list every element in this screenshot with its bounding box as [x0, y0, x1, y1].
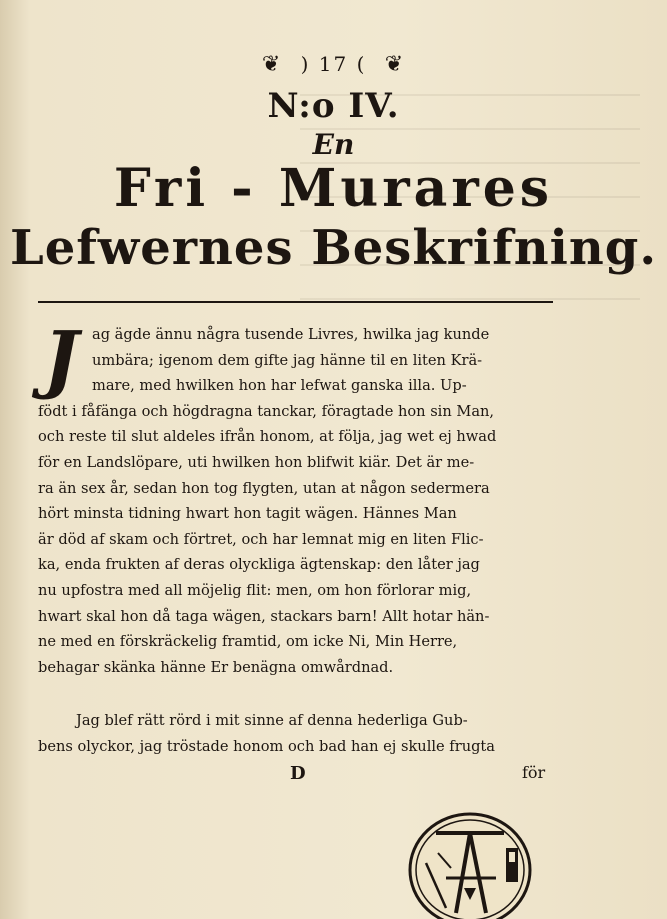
text-line: ra än sex år, sedan hon tog flygten, utan at någon sedermera — [38, 479, 490, 497]
masonic-emblem-icon — [406, 808, 534, 919]
drop-cap: J — [43, 316, 79, 402]
text-line: ka, enda frukten af deras olyckliga ägtenskap: den låter jag — [38, 556, 480, 574]
paragraph-2 — [38, 708, 552, 759]
text-line: bens olyckor, jag tröstade honom och bad han ej skulle frugta — [38, 737, 495, 755]
catchword: för — [522, 763, 546, 782]
text-line: umbära; igenom dem gifte jag hänne til en liten Krä- — [92, 351, 483, 369]
title-article: En — [312, 128, 355, 161]
text-line: Jag blef rätt rörd i mit sinne af denna hederliga Gub- — [76, 712, 468, 729]
text-line: hört minsta tidning hwart hon tagit wägen. Hännes Man — [38, 505, 457, 523]
text-line: födt i fåfänga och högdragna tanckar, föragtade hon sin Man, — [38, 402, 495, 420]
text-line: hwart skal hon då taga wägen, stackars barn! Allt hotar hän- — [38, 607, 490, 625]
paragraph-1 — [38, 316, 552, 680]
text-line: ag ägde ännu några tusende Livres, hwilka jag kunde — [92, 326, 490, 343]
text-line: nu upfostra med all möjelig flit: men, om hon förlorar mig, — [38, 581, 472, 599]
text-line: ne med en förskräckelig framtid, om icke Ni, Min Herre, — [38, 633, 458, 651]
signature-mark: D — [290, 763, 306, 784]
title-line-1: Fri - Murares — [113, 158, 554, 219]
page-number: ) 17 ( — [300, 52, 367, 76]
text-line: är död af skam och förtret, och har lemnat mig en liten Flic- — [38, 530, 484, 548]
title-line-2: Lefwernes Beskrifning. — [9, 220, 658, 276]
title-rule — [38, 301, 553, 303]
text-line: mare, med hwilken hon har lefwat ganska illa. Up- — [92, 377, 467, 395]
text-line: och reste til slut aldeles ifrån honom, at följa, jag wet ej hwad — [38, 428, 497, 446]
ornament-right-icon: ❦ — [384, 52, 406, 77]
running-head — [0, 52, 667, 77]
ornament-left-icon: ❦ — [261, 52, 283, 77]
chapter-number: N:o IV. — [267, 86, 400, 126]
text-line: för en Landslöpare, uti hwilken hon blifwit kiär. Det är me- — [38, 453, 475, 471]
text-line: behagar skänka hänne Er benägna omwårdnad. — [38, 658, 394, 676]
